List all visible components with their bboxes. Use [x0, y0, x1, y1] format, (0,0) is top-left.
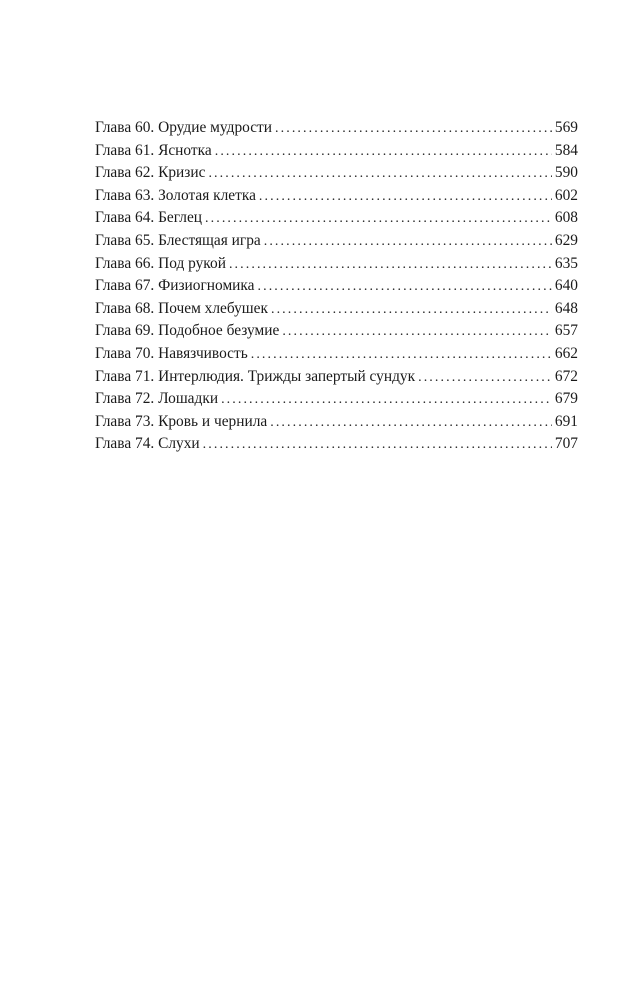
- toc-entry-page: 679: [554, 390, 578, 408]
- toc-dot-leader: [251, 344, 552, 367]
- toc-entry: [95, 253, 578, 276]
- toc-entry-page: 590: [554, 164, 578, 182]
- toc-entry-title: Глава 65. Блестящая игра: [95, 231, 261, 249]
- toc-entry-page: 648: [554, 299, 578, 317]
- toc-dot-leader: [264, 231, 552, 254]
- toc-dot-leader: [282, 321, 552, 344]
- toc-dot-leader: [221, 389, 552, 412]
- toc-dot-leader: [229, 254, 552, 277]
- toc-dot-leader: [208, 163, 551, 186]
- toc-entry-page: 707: [554, 435, 578, 453]
- toc-dot-leader: [205, 208, 552, 231]
- toc-entry: [95, 140, 578, 163]
- toc-entry: [95, 388, 578, 411]
- toc-entry-title: Глава 63. Золотая клетка: [95, 186, 256, 204]
- toc-entry-title: Глава 60. Орудие мудрости: [95, 119, 273, 136]
- toc-entry-title: Глава 61. Яснотка: [95, 141, 212, 159]
- toc-entry: [95, 433, 578, 456]
- toc-entry-title: Глава 74. Слухи: [95, 435, 200, 453]
- toc-entry-page: 569: [554, 119, 578, 136]
- toc-entry-page: 635: [554, 254, 578, 272]
- toc-entry-page: 584: [554, 141, 578, 159]
- toc-entry: [95, 275, 578, 298]
- toc-entry-page: 657: [554, 322, 578, 340]
- toc-entry-title: Глава 69. Подобное безумие: [95, 322, 280, 340]
- toc-dot-leader: [259, 186, 552, 209]
- toc-entry: [95, 298, 578, 321]
- toc-entry-title: Глава 64. Беглец: [95, 209, 203, 227]
- toc-dot-leader: [271, 299, 552, 322]
- toc-entry-title: Глава 62. Кризис: [95, 164, 206, 182]
- toc-entry: [95, 366, 578, 389]
- toc-entry-page: 662: [554, 344, 578, 362]
- toc-entry-title: Глава 70. Навязчивость: [95, 344, 248, 362]
- toc-entry: [95, 162, 578, 185]
- toc-entry-page: 602: [554, 186, 578, 204]
- toc-entry-page: 672: [554, 367, 578, 385]
- toc-entry-title: Глава 68. Почем хлебушек: [95, 299, 268, 317]
- toc-entry: [95, 207, 578, 230]
- toc-entry-title: Глава 71. Интерлюдия. Трижды запертый сундук: [95, 367, 416, 385]
- toc-dot-leader: [418, 367, 552, 390]
- toc-entry: [95, 343, 578, 366]
- toc-dot-leader: [215, 141, 552, 164]
- toc-entry-title: Глава 66. Под рукой: [95, 254, 226, 272]
- toc-dot-leader: [258, 276, 552, 299]
- toc-entry-page: 640: [554, 277, 578, 295]
- toc-entry: [95, 230, 578, 253]
- toc-entry: [95, 320, 578, 343]
- toc-entry-title: Глава 67. Физиогномика: [95, 277, 255, 295]
- toc-dot-leader: [203, 434, 552, 457]
- toc-dot-leader: [275, 118, 552, 141]
- toc-entry: [95, 185, 578, 208]
- toc-entry-title: Глава 73. Кровь и чернила: [95, 412, 268, 430]
- toc-entry-title: Глава 72. Лошадки: [95, 390, 219, 408]
- toc-entry: [95, 117, 578, 140]
- toc-entry-page: 629: [554, 231, 578, 249]
- toc-entry-page: 691: [554, 412, 578, 430]
- toc-dot-leader: [270, 412, 552, 435]
- table-of-contents: [95, 117, 578, 456]
- toc-entry-page: 608: [554, 209, 578, 227]
- toc-entry: [95, 411, 578, 434]
